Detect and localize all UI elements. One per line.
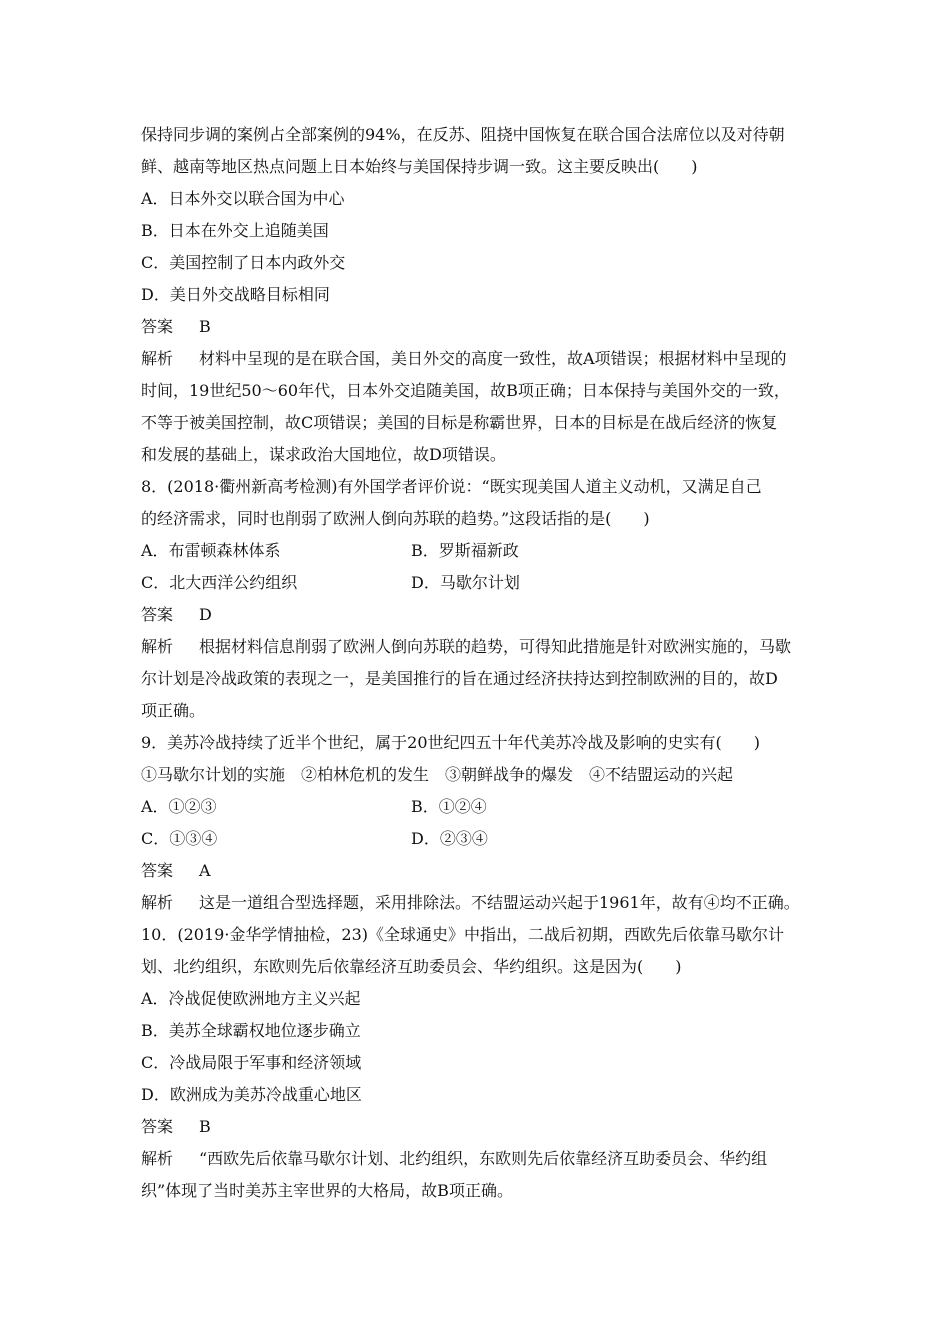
q7-analysis-line-4: 和发展的基础上，谋求政治大国地位，故D项错误。 xyxy=(141,445,506,464)
q8-options-row-1 xyxy=(141,541,821,561)
answer-value: B xyxy=(199,1117,211,1136)
analysis-text: 根据材料信息削弱了欧洲人倒向苏联的趋势，可得知此措施是针对欧洲实施的，马歇 xyxy=(199,637,792,656)
q10-stem-line-2: 划、北约组织，东欧则先后依靠经济互助委员会、华约组织。这是因为( ) xyxy=(141,957,682,976)
q9-option-c: C．①③④ xyxy=(141,829,218,848)
q9-options-row-2 xyxy=(141,829,821,849)
q7-option-c: C．美国控制了日本内政外交 xyxy=(141,253,346,272)
q8-option-a: A．布雷顿森林体系 xyxy=(141,541,281,560)
answer-label: 答案 xyxy=(141,317,174,336)
q7-option-d: D．美日外交战略目标相同 xyxy=(141,285,330,304)
q7-stem-line-2: 鲜、越南等地区热点问题上日本始终与美国保持步调一致。这主要反映出( ) xyxy=(141,157,698,176)
answer-value: B xyxy=(199,317,211,336)
answer-label: 答案 xyxy=(141,861,174,880)
q10-stem-line-1: 10．(2019·金华学情抽检，23)《全球通史》中指出，二战后初期，西欧先后依靠马歇尔计 xyxy=(141,925,785,944)
q8-option-c: C．北大西洋公约组织 xyxy=(141,573,298,592)
q10-option-c: C．冷战局限于军事和经济领域 xyxy=(141,1053,362,1072)
q8-analysis-line-1 xyxy=(141,637,821,657)
answer-value: A xyxy=(199,861,211,880)
q9-answer xyxy=(141,861,821,881)
answer-label: 答案 xyxy=(141,1117,174,1136)
q7-stem-line-1: 保持同步调的案例占全部案例的94%，在反苏、阻挠中国恢复在联合国合法席位以及对待朝 xyxy=(141,125,785,144)
q7-answer xyxy=(141,317,821,337)
q8-options-row-2 xyxy=(141,573,821,593)
q9-option-b: B．①②④ xyxy=(411,797,487,816)
q7-analysis-line-3: 不等于被美国控制，故C项错误；美国的目标是称霸世界，日本的目标是在战后经济的恢复 xyxy=(141,413,778,432)
analysis-text: “西欧先后依靠马歇尔计划、北约组织，东欧则先后依靠经济互助委员会、华约组 xyxy=(199,1149,768,1168)
q9-option-d: D．②③④ xyxy=(411,829,488,848)
q9-analysis-line-1 xyxy=(141,893,821,913)
q8-stem-line-1: 8．(2018·衢州新高考检测)有外国学者评价说：“既实现美国人道主义动机，又满足自己 xyxy=(141,477,762,496)
q7-analysis-line-2: 时间，19世纪50～60年代，日本外交追随美国，故B项正确；日本保持与美国外交的一致， xyxy=(141,381,790,400)
q10-option-d: D．欧洲成为美苏冷战重心地区 xyxy=(141,1085,362,1104)
q8-analysis-line-2: 尔计划是冷战政策的表现之一，是美国推行的旨在通过经济扶持达到控制欧洲的目的，故D xyxy=(141,669,778,688)
q7-option-a: A．日本外交以联合国为中心 xyxy=(141,189,345,208)
analysis-label: 解析 xyxy=(141,349,174,368)
q8-stem-line-2: 的经济需求，同时也削弱了欧洲人倒向苏联的趋势。”这段话指的是( ) xyxy=(141,509,650,528)
q10-option-b: B．美苏全球霸权地位逐步确立 xyxy=(141,1021,361,1040)
analysis-label: 解析 xyxy=(141,893,174,912)
q8-option-b: B．罗斯福新政 xyxy=(411,541,519,560)
analysis-text: 这是一道组合型选择题，采用排除法。不结盟运动兴起于1961年，故有④均不正确。 xyxy=(199,893,800,912)
analysis-text: 材料中呈现的是在联合国，美日外交的高度一致性，故A项错误；根据材料中呈现的 xyxy=(199,349,787,368)
analysis-label: 解析 xyxy=(141,1149,174,1168)
q9-options-row-1 xyxy=(141,797,821,817)
q7-option-b: B．日本在外交上追随美国 xyxy=(141,221,329,240)
q7-analysis-line-1 xyxy=(141,349,821,369)
q8-option-d: D．马歇尔计划 xyxy=(411,573,520,592)
q10-analysis-line-2: 织”体现了当时美苏主宰世界的大格局，故B项正确。 xyxy=(141,1181,513,1200)
q9-items: ①马歇尔计划的实施 ②柏林危机的发生 ③朝鲜战争的爆发 ④不结盟运动的兴起 xyxy=(141,765,734,784)
answer-label: 答案 xyxy=(141,605,174,624)
q8-analysis-line-3: 项正确。 xyxy=(141,701,206,720)
analysis-label: 解析 xyxy=(141,637,174,656)
q8-answer xyxy=(141,605,821,625)
q10-analysis-line-1 xyxy=(141,1149,821,1169)
q10-answer xyxy=(141,1117,821,1137)
q9-option-a: A．①②③ xyxy=(141,797,217,816)
answer-value: D xyxy=(199,605,212,624)
q10-option-a: A．冷战促使欧洲地方主义兴起 xyxy=(141,989,361,1008)
q9-stem: 9．美苏冷战持续了近半个世纪，属于20世纪四五十年代美苏冷战及影响的史实有( ) xyxy=(141,733,761,752)
